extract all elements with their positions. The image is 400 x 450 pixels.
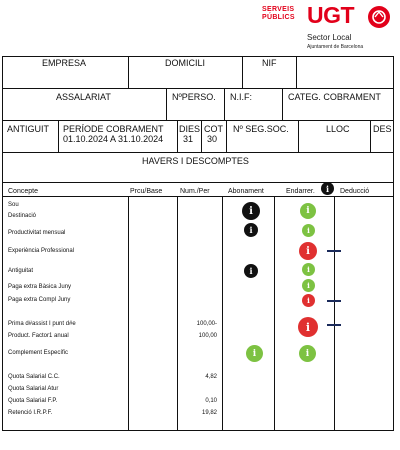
colhead-bottom xyxy=(2,196,394,197)
col-endarrer: Endarrer. xyxy=(286,188,315,195)
row-label-paga-compl: Paga extra Compl Juny xyxy=(8,297,71,303)
info-icon[interactable]: i xyxy=(302,263,315,276)
row1-div1 xyxy=(128,56,129,88)
deduction-dash xyxy=(327,324,341,326)
row3-div6 xyxy=(370,120,371,152)
row-label-experiencia: Experiència Professional xyxy=(8,248,75,254)
empresa-label: EMPRESA xyxy=(42,58,87,68)
num-quota-cc: 4,82 xyxy=(205,374,217,380)
ugt-logo-icon xyxy=(368,6,390,28)
row2-div1 xyxy=(166,88,167,120)
row-label-paga-basica: Paga extra Bàsica Juny xyxy=(8,284,72,290)
info-icon[interactable]: i xyxy=(298,317,318,337)
info-icon[interactable]: i xyxy=(302,279,315,292)
row3-bottom xyxy=(2,152,394,153)
body-div1 xyxy=(128,196,129,430)
col-deduccio: Deducció xyxy=(340,188,370,195)
frame-bottom xyxy=(2,430,394,431)
brand-serveis xyxy=(262,6,295,22)
frame-left xyxy=(2,56,3,430)
row3-div1 xyxy=(58,120,59,152)
row-label-quota-atur: Quota Salarial Atur xyxy=(8,386,59,392)
ajuntament-label: Ajuntament de Barcelona xyxy=(307,44,364,50)
nif2-label: N.I.F: xyxy=(230,92,252,102)
body-div4 xyxy=(274,196,275,430)
info-icon[interactable]: i xyxy=(302,294,315,307)
frame-top xyxy=(2,56,394,57)
row2-bottom xyxy=(2,120,394,121)
deduction-dash xyxy=(327,300,341,302)
row-label-sou: Sou xyxy=(8,202,19,208)
dies-value: 31 xyxy=(183,134,194,144)
info-icon[interactable]: i xyxy=(299,242,317,260)
cot-label: COT xyxy=(204,124,223,134)
num-prima: 100,00- xyxy=(196,321,217,327)
lloc-label: LLOC xyxy=(326,124,350,134)
info-icon[interactable]: i xyxy=(242,202,260,220)
periode-label: PERÍODE COBRAMENT xyxy=(63,124,164,134)
nseg-label: Nº SEG.SOC. xyxy=(233,124,289,134)
row-label-productivitat: Productivitat mensual xyxy=(8,230,66,236)
row2-div2 xyxy=(224,88,225,120)
row-label-antiguitat: Antiguitat xyxy=(8,268,34,274)
col-num: Num./Per xyxy=(180,188,210,195)
npers-label: NºPERSO. xyxy=(172,92,216,102)
row3-div4 xyxy=(226,120,227,152)
section-title: HAVERS I DESCOMPTES xyxy=(142,156,249,166)
antiguit-label: ANTIGUIT xyxy=(7,124,49,134)
num-retencio: 19,82 xyxy=(201,410,217,416)
des-label: DES xyxy=(373,124,392,134)
row1-bottom xyxy=(2,88,394,89)
nif-label: NIF xyxy=(262,58,277,68)
row-label-prima: Prima d#assist I punt d#e xyxy=(8,321,76,327)
row-label-complement: Complement Específic xyxy=(8,350,69,356)
row-label-retencio: Retenció I.R.P.F. xyxy=(8,410,53,416)
body-div5 xyxy=(334,196,335,430)
info-icon[interactable]: i xyxy=(246,345,263,362)
serveis-line1: SERVEIS xyxy=(262,6,295,13)
row-label-destinacio: Destinació xyxy=(8,213,37,219)
num-quota-fp: 0,10 xyxy=(205,398,217,404)
col-prcu: Prcu/Base xyxy=(130,188,163,195)
info-icon[interactable]: i xyxy=(244,223,258,237)
row3-div5 xyxy=(298,120,299,152)
col-abonament: Abonament xyxy=(228,188,264,195)
body-div2 xyxy=(177,196,178,430)
serveis-line2: PÚBLICS xyxy=(262,14,295,21)
ugt-logo-text: UGT xyxy=(307,2,355,28)
row-label-quota-cc: Quota Salarial C.C. xyxy=(8,374,60,380)
row1-div3 xyxy=(296,56,297,88)
row2-div3 xyxy=(282,88,283,120)
assalariat-label: ASSALARIAT xyxy=(56,92,111,102)
row-label-product: Product. Factor1 anual xyxy=(8,333,69,339)
domicili-label: DOMICILI xyxy=(165,58,206,68)
cot-value: 30 xyxy=(207,134,218,144)
row1-div2 xyxy=(242,56,243,88)
brand-block xyxy=(262,4,398,56)
row3-div3 xyxy=(201,120,202,152)
row-label-quota-fp: Quota Salarial F.P. xyxy=(8,398,58,404)
info-icon[interactable]: i xyxy=(302,224,315,237)
frame-right xyxy=(393,56,394,430)
info-icon[interactable]: i xyxy=(244,264,258,278)
periode-value: 01.10.2024 A 31.10.2024 xyxy=(63,134,164,144)
categ-label: CATEG. COBRAMENT xyxy=(288,92,381,102)
row3-div2 xyxy=(177,120,178,152)
col-concepte: Concepte xyxy=(8,188,38,195)
info-icon[interactable]: i xyxy=(299,345,316,362)
info-icon[interactable]: i xyxy=(300,203,316,219)
deduction-dash xyxy=(327,250,341,252)
num-product: 100,00 xyxy=(198,333,217,339)
sector-label: Sector Local xyxy=(307,33,352,42)
section-bottom xyxy=(2,182,394,183)
dies-label: DIES xyxy=(179,124,201,134)
info-icon[interactable]: i xyxy=(321,182,334,195)
body-div3 xyxy=(222,196,223,430)
